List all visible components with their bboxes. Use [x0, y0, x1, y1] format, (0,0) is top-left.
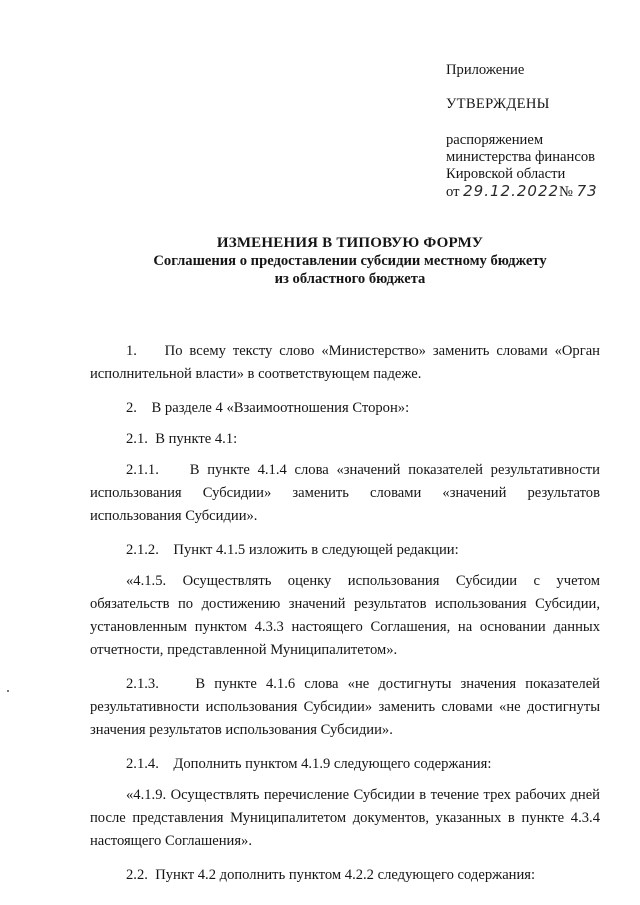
paragraph-2-2: 2.2. Пункт 4.2 дополнить пунктом 4.2.2 следующего содержания:	[126, 867, 536, 883]
approval-date-line	[446, 183, 626, 201]
scan-speck	[7, 690, 9, 692]
paragraph-2-1-2: 2.1.2. Пункт 4.1.5 изложить в следующей редакции:	[126, 542, 459, 558]
approval-line-3: Кировской области	[446, 166, 566, 182]
document-title: ИЗМЕНЕНИЯ В ТИПОВУЮ ФОРМУ	[216, 235, 484, 251]
approval-line-1: распоряжением	[446, 132, 544, 148]
paragraph-2-1-3: 2.1.3. В пункте 4.1.6 слова «не достигнуты значения показателей результативности использования Субсидии» заменить словами «не достигнуты значения результатов использования Субсидии».	[90, 676, 604, 738]
handwritten-date: 29.12.2022	[463, 182, 560, 200]
appendix-label: Приложение	[446, 62, 525, 78]
paragraph-4-1-9: «4.1.9. Осуществлять перечисление Субсидии в течение трех рабочих дней после представления Муниципалитетом документов, указанных в пункте 4.3.4 настоящего Соглашения».	[90, 787, 604, 849]
number-label: №	[559, 184, 573, 200]
document-subtitle-2: из областного бюджета	[274, 271, 426, 287]
approval-line-2: министерства финансов	[446, 149, 596, 165]
paragraph-4-1-5: «4.1.5. Осуществлять оценку использования Субсидии с учетом обязательств по достижению значений результатов использования Субсидии, установленным пунктом 4.3.3 настоящего Соглашения, на основании данных отчетности, представленной Муниципалитетом».	[90, 573, 604, 658]
paragraph-2-1-1: 2.1.1. В пункте 4.1.4 слова «значений показателей результативности использования Субсидии» заменить словами «значений результатов использования Субсидии».	[90, 462, 604, 524]
paragraph-1: 1. По всему тексту слово «Министерство» заменить словами «Орган исполнительной власти» в соответствующем падеже.	[90, 343, 604, 382]
document-body	[90, 340, 604, 898]
paragraph-2-1: 2.1. В пункте 4.1:	[126, 431, 238, 447]
from-label: от	[446, 184, 460, 200]
approved-label: УТВЕРЖДЕНЫ	[446, 96, 550, 112]
handwritten-number: 73	[576, 182, 598, 200]
document-heading	[60, 234, 640, 288]
approval-block	[446, 62, 626, 201]
paragraph-2: 2. В разделе 4 «Взаимоотношения Сторон»:	[126, 400, 410, 416]
paragraph-2-1-4: 2.1.4. Дополнить пунктом 4.1.9 следующего содержания:	[126, 756, 492, 772]
document-subtitle-1: Соглашения о предоставлении субсидии местному бюджету	[153, 253, 547, 269]
